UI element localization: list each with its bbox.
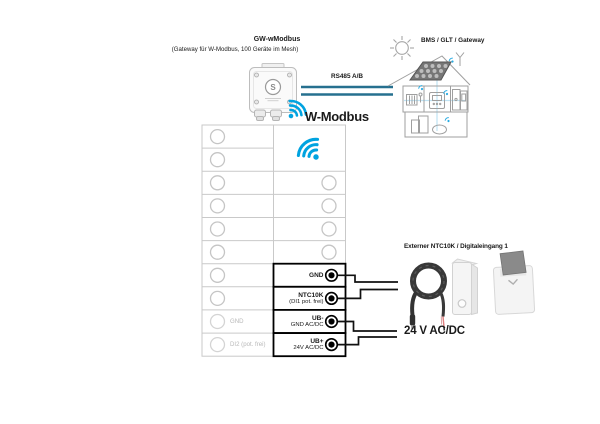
gateway-title: GW-wModbus <box>253 36 301 43</box>
terminal-cell-ub-minus <box>274 310 324 333</box>
tank-icon <box>433 125 447 134</box>
left-terminal-label-di2: DI2 (pot. frei) <box>230 341 266 348</box>
key-card-switch-illustration <box>493 251 535 315</box>
wmodbus-label: W-Modbus <box>305 109 369 124</box>
wire-ntc10k <box>338 290 398 299</box>
antenna-icon <box>456 53 464 67</box>
wire-ub-minus <box>338 322 397 332</box>
gateway-device-illustration <box>250 64 297 121</box>
terminal-cell-ntc10k <box>274 287 324 310</box>
left-terminal-label-gnd: GND <box>230 318 244 325</box>
gateway-logo-letter: S <box>270 82 276 92</box>
radiator-icon <box>407 93 423 105</box>
wire-ub-plus <box>338 337 397 345</box>
terminal-label: GND <box>309 271 324 279</box>
terminal-label: NTC10K <box>298 291 324 299</box>
terminal-sublabel: (DI1 pot. frei) <box>289 298 324 305</box>
power-supply-label: 24 V AC/DC <box>404 325 465 337</box>
gateway-subtitle: (Gateway für W-Modbus, 100 Geräte im Mesh) <box>171 45 299 53</box>
wifi-icon <box>295 135 327 167</box>
connection-wires <box>338 275 398 344</box>
boiler-icon <box>412 116 429 133</box>
bms-label: BMS / GLT / Gateway <box>421 36 485 44</box>
terminal-label: UB- <box>311 314 324 322</box>
door-contact-illustration <box>453 259 478 315</box>
fridge-icon <box>453 90 468 111</box>
terminal-label: UB+ <box>310 337 324 345</box>
terminal-sublabel: 24V AC/DC <box>293 344 324 351</box>
sun-icon <box>390 36 414 60</box>
terminal-sublabel: GND AC/DC <box>290 321 324 328</box>
rs485-bus-lines <box>301 87 393 95</box>
rs485-bus-label: RS485 A/B <box>330 72 364 80</box>
external-devices-label: Externer NTC10K / Digitaleingang 1 <box>404 243 508 250</box>
solar-panel <box>410 62 451 80</box>
terminal-cell-ub-plus <box>274 333 324 356</box>
wire-gnd <box>338 275 398 282</box>
ntc-cable-sensor-illustration <box>410 266 445 331</box>
building-illustration <box>388 53 470 138</box>
terminal-cell-gnd <box>274 264 324 287</box>
